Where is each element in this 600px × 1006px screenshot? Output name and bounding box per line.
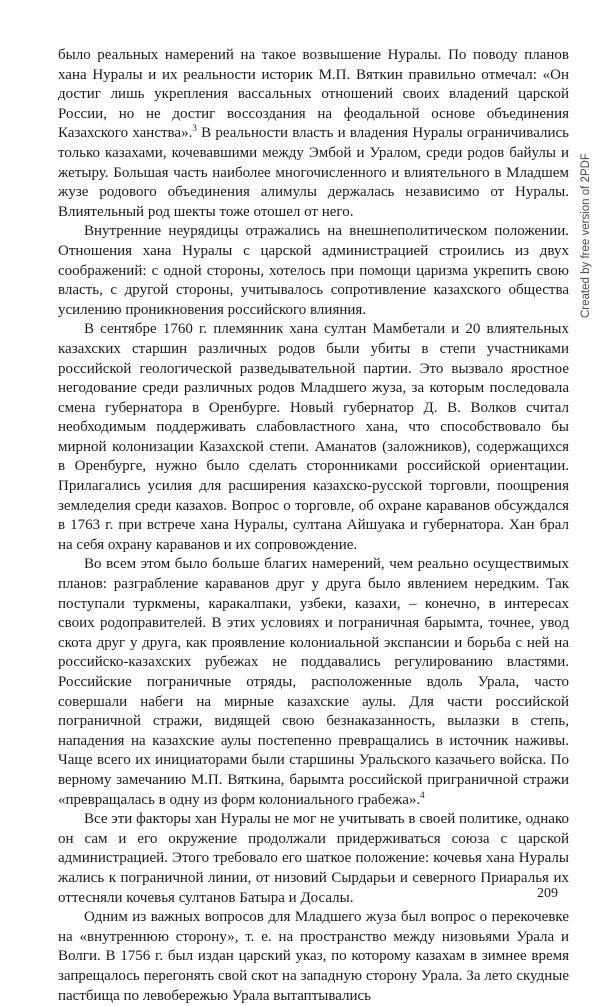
paragraph-2: Внутренние неурядицы отражались на внешнеполитическом положении. Отношения хана Нуралы с царской администрацией строились из двух соображений: с одной стороны, хотелось при помощи царизма укрепить свою власть, с другой стороны, учитывалось сопротивление казахского общества усилению проникновения российского влияния. xyxy=(58,223,569,318)
paragraph-4 xyxy=(58,555,569,810)
paragraph-1-tail: В реальности власть и владения Нуралы ограничивались только казахами, кочевавшими между Эмбой и Уралом, среди родов байулы и жетыру. Большая часть наиболее многочисленного и влиятельного в Младшем жузе родового объединения алимулы держалась независимо от Нуралы. Влиятельный род шекты тоже отошел от него. xyxy=(58,125,569,220)
watermark: Created by free version of 2PDF xyxy=(580,153,592,318)
paragraph-1-text: было реальных намерений на такое возвышение Нуралы. По поводу планов хана Нуралы и их реальности историк М.П. Вяткин правильно отмечал: «Он достиг лишь укрепления вассальных отношений своих владений царской России, но не достиг воссоздания на феодальной основе объединения Казахского ханства». xyxy=(58,47,569,142)
page-text xyxy=(58,46,569,1006)
paragraph-4-text: Во всем этом было больше благих намерений, чем реально осуществимых планов: разграбление караванов друг у друга было явлением нередким. Так поступали туркмены, каракалпаки, узбеки, казахи, – конечно, в интересах своих родоправителей. В этих условиях и пограничная барымта, точнее, увод скота друг у друга, как проявление колониальной экспансии и борьба с ней на российско-казахских рубежах не поддавались регулированию властями. Российские пограничные отряды, расположенные вдоль Урала, часто совершали набеги на мирные казахские аулы. Для части российской пограничной стражи, видящей свою безнаказанность, вылазки в степь, нападения на казахские аулы постепенно превращались в источник наживы. Чаще всего их инициаторами были старшины Уральского казачьего войска. По верному замечанию М.П. Вяткина, барымта российской приграничной стражи «превращалась в одну из форм колониального грабежа». xyxy=(58,556,569,808)
paragraph-5: Все эти факторы хан Нуралы не мог не учитывать в своей политике, однако он сам и его окружение продолжали придерживаться союза с царской администрацией. Этого требовало его шаткое положение: кочевья хана Нуралы жались к пограничной линии, от низовий Сырдарьи и северного Приаралья их оттесняли кочевья султанов Батыра и Досалы. xyxy=(58,811,569,906)
paragraph-1 xyxy=(58,46,569,222)
paragraph-6: Одним из важных вопросов для Младшего жуза был вопрос о перекочевке на «внутреннюю сторону», т. е. на пространство между низовьями Урала и Волги. В 1756 г. был издан царский указ, по которому казахам в зимнее время запрещалось перегонять свой скот на западную сторону Урала. За лето скудные пастбища по левобережью Урала вытаптывались xyxy=(58,909,569,1004)
page-number: 209 xyxy=(537,886,558,901)
footnote-ref-4[interactable]: 4 xyxy=(420,789,425,800)
footnote-ref-3[interactable]: 3 xyxy=(192,123,197,134)
paragraph-3: В сентябре 1760 г. племянник хана султан Мамбетали и 20 влиятельных казахских старшин различных родов были убиты в степи участниками российской геологической разведывательной партии. Это вызвало яростное негодование среди различных родов Младшего жуза, за которым последовала смена губернатора в Оренбурге. Новый губернатор Д. В. Волков считал необходимым поддерживать слабовластного хана, что способствовало бы мирной колонизации Казахской степи. Аманатов (заложников), содержащихся в Оренбурге, нужно было сделать сторонниками российской ориентации. Прилагались усилия для расширения казахско-русской торговли, поощрения земледелия среди казахов. Вопрос о торговле, об охране караванов обсуждался в 1763 г. при встрече хана Нуралы, султана Айшуака и губернатора. Хан брал на себя охрану караванов и их сопровождение. xyxy=(58,321,569,553)
